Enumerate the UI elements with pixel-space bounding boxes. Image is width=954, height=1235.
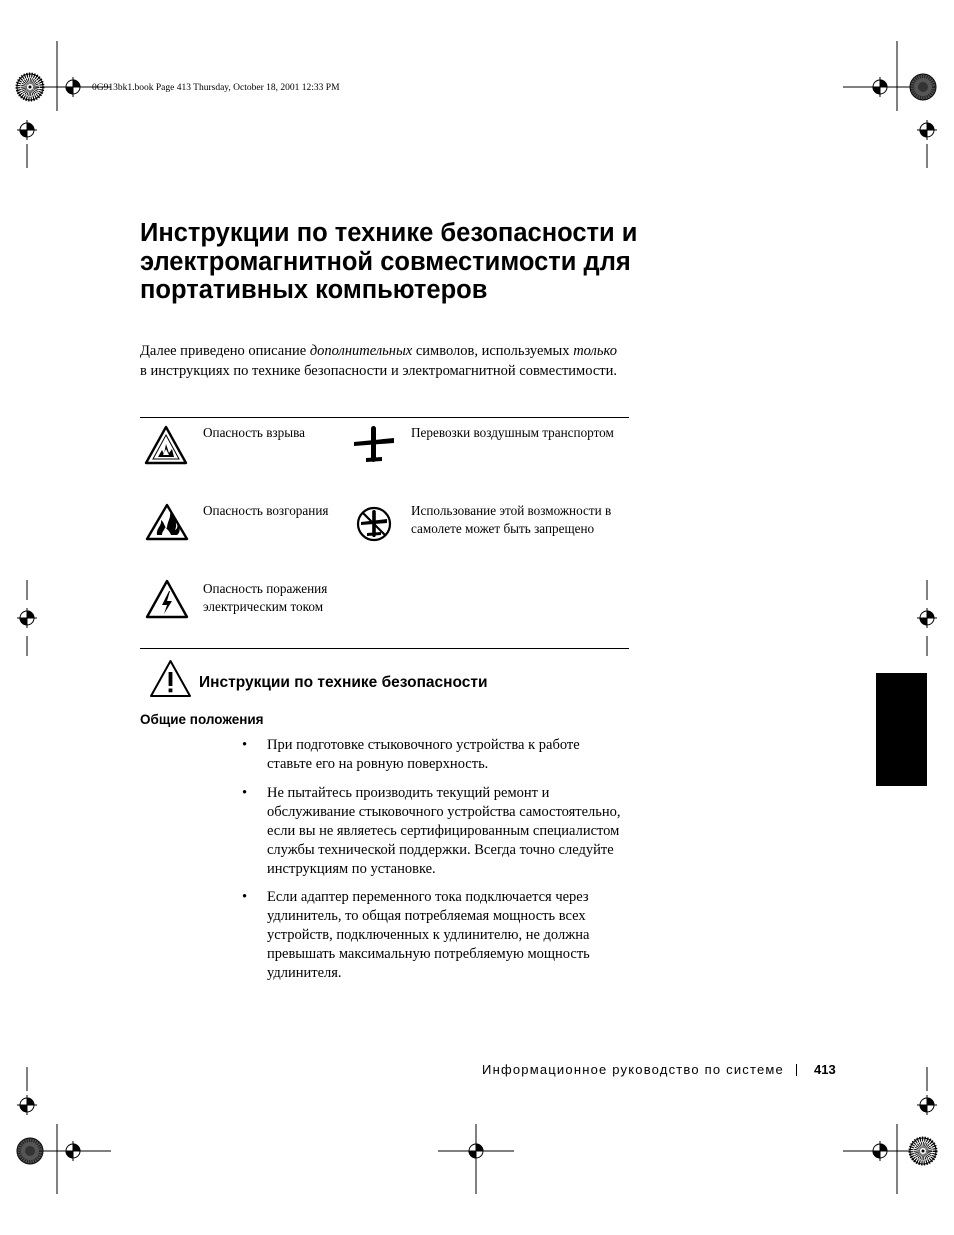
- intro-emphasis: дополнительных: [309, 343, 413, 359]
- airplane-icon: [352, 424, 396, 464]
- footer-title: Информационное руководство по системе: [482, 1062, 784, 1077]
- fire-hazard-icon: [144, 502, 190, 542]
- bullet-list: [242, 736, 627, 993]
- print-header: 0G913bk1.book Page 413 Thursday, October 18, 2001 12:33 PM: [92, 83, 340, 93]
- page-title: Инструкции по технике безопасности и электромагнитной совместимости для портативных компьютеров: [140, 219, 638, 304]
- symbol-label: Опасность взрыва: [203, 425, 305, 440]
- intro-text: в инструкциях по технике безопасности и электромагнитной совместимости.: [140, 362, 617, 379]
- symbol-label: Использование этой возможности в самолете может быть запрещено: [411, 503, 612, 536]
- section-title: Инструкции по технике безопасности: [199, 674, 488, 691]
- list-item: [242, 784, 627, 879]
- table-top-rule: [140, 417, 629, 418]
- chapter-thumb-tab: [876, 673, 927, 786]
- list-item-text: Не пытайтесь производить текущий ремонт и обслуживание стыковочного устройства самостоятельно, если вы не являетесь сертифицированным специалистом службы технической поддержки. Всегда точно следуйте инструкциям по установке.: [267, 784, 621, 877]
- symbol-label: Опасность возгорания: [203, 503, 329, 518]
- bullet-marker: •: [242, 784, 248, 801]
- table-bottom-rule: [140, 648, 629, 649]
- list-item: [242, 736, 627, 774]
- list-item-text: Если адаптер переменного тока подключается через удлинитель, то общая потребляемая мощность всех устройств, подключенных к удлинителю, не должна превышать максимальную потребляемую мощность удлинителя.: [267, 889, 590, 981]
- footer-divider: [796, 1064, 797, 1076]
- prohibited-on-aircraft-icon: [355, 505, 393, 543]
- list-item: [242, 888, 627, 983]
- bullet-marker: •: [242, 889, 248, 905]
- subsection-title: Общие положения: [140, 712, 264, 727]
- intro-emphasis: только: [573, 343, 617, 359]
- warning-icon: [149, 659, 192, 698]
- symbol-label: Опасность поражения электрическим током: [203, 581, 328, 614]
- page-number: 413: [814, 1062, 836, 1077]
- electric-shock-icon: [144, 578, 190, 620]
- explosion-hazard-icon: [143, 424, 189, 466]
- intro-text: символов, используемых: [412, 343, 574, 359]
- symbol-label: Перевозки воздушным транспортом: [411, 425, 614, 440]
- intro-paragraph: [140, 342, 620, 381]
- list-item-text: При подготовке стыковочного устройства к работе ставьте его на ровную поверхность.: [267, 737, 580, 772]
- intro-text: Далее приведено описание: [140, 343, 310, 359]
- bullet-marker: •: [242, 737, 248, 753]
